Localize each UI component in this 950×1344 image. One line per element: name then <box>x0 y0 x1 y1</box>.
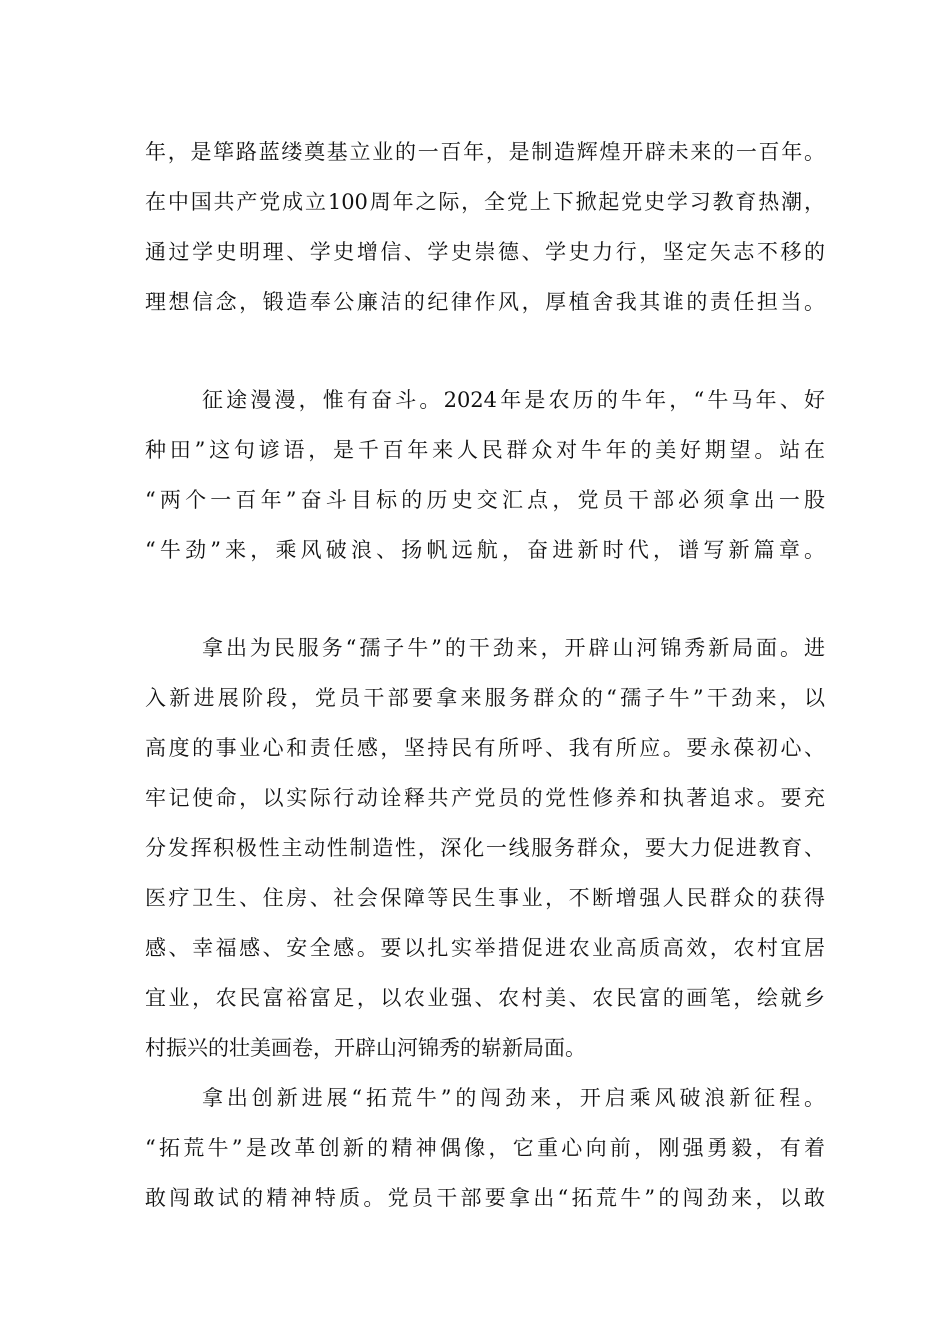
text-line: 高度的事业心和责任感，坚持民有所呼、我有所应。要永葆初心、 <box>145 736 825 760</box>
text-line: 在中国共产党成立100周年之际，全党上下掀起党史学习教育热潮， <box>145 190 825 214</box>
text-line: 敢闯敢试的精神特质。党员干部要拿出“拓荒牛”的闯劲来，以敢 <box>145 1186 825 1210</box>
text-line: 理想信念，锻造奉公廉洁的纪律作风，厚植舍我其谁的责任担当。 <box>145 290 825 314</box>
text-line: 通过学史明理、学史增信、学史崇德、学史力行，坚定矢志不移的 <box>145 240 825 264</box>
text-line: 医疗卫生、住房、社会保障等民生事业，不断增强人民群众的获得 <box>145 886 825 910</box>
text-line: 拿出为民服务“孺子牛”的干劲来，开辟山河锦秀新局面。进 <box>202 636 825 660</box>
text-line: 分发挥积极性主动性制造性，深化一线服务群众，要大力促进教育、 <box>145 836 825 860</box>
text-line: 入新进展阶段，党员干部要拿来服务群众的“孺子牛”干劲来，以 <box>145 686 825 710</box>
paragraph-1 <box>145 127 825 327</box>
text-line: 拿出创新进展“拓荒牛”的闯劲来，开启乘风破浪新征程。 <box>202 1086 825 1110</box>
text-line: 牢记使命，以实际行动诠释共产党员的党性修养和执著追求。要充 <box>145 786 825 810</box>
text-line: 征途漫漫，惟有奋斗。2024年是农历的牛年，“牛马年、好 <box>202 388 825 412</box>
text-line: 宜业，农民富裕富足，以农业强、农村美、农民富的画笔，绘就乡 <box>145 986 825 1010</box>
paragraph-2 <box>145 375 825 575</box>
paragraph-4 <box>145 1073 825 1223</box>
text-line: 种田”这句谚语，是千百年来人民群众对牛年的美好期望。站在 <box>145 438 825 462</box>
text-line: “拓荒牛”是改革创新的精神偶像，它重心向前，刚强勇毅，有着 <box>145 1136 825 1160</box>
text-line: 村振兴的壮美画卷，开辟山河锦秀的崭新局面。 <box>145 1036 586 1060</box>
text-line: 年，是筚路蓝缕奠基立业的一百年，是制造辉煌开辟未来的一百年。 <box>145 140 825 164</box>
text-line: “两个一百年”奋斗目标的历史交汇点，党员干部必须拿出一股 <box>145 488 825 512</box>
text-line: 感、幸福感、安全感。要以扎实举措促进农业高质高效，农村宜居 <box>145 936 825 960</box>
paragraph-3 <box>145 623 825 1073</box>
text-line: “牛劲”来，乘风破浪、扬帆远航，奋进新时代，谱写新篇章。 <box>145 538 825 562</box>
